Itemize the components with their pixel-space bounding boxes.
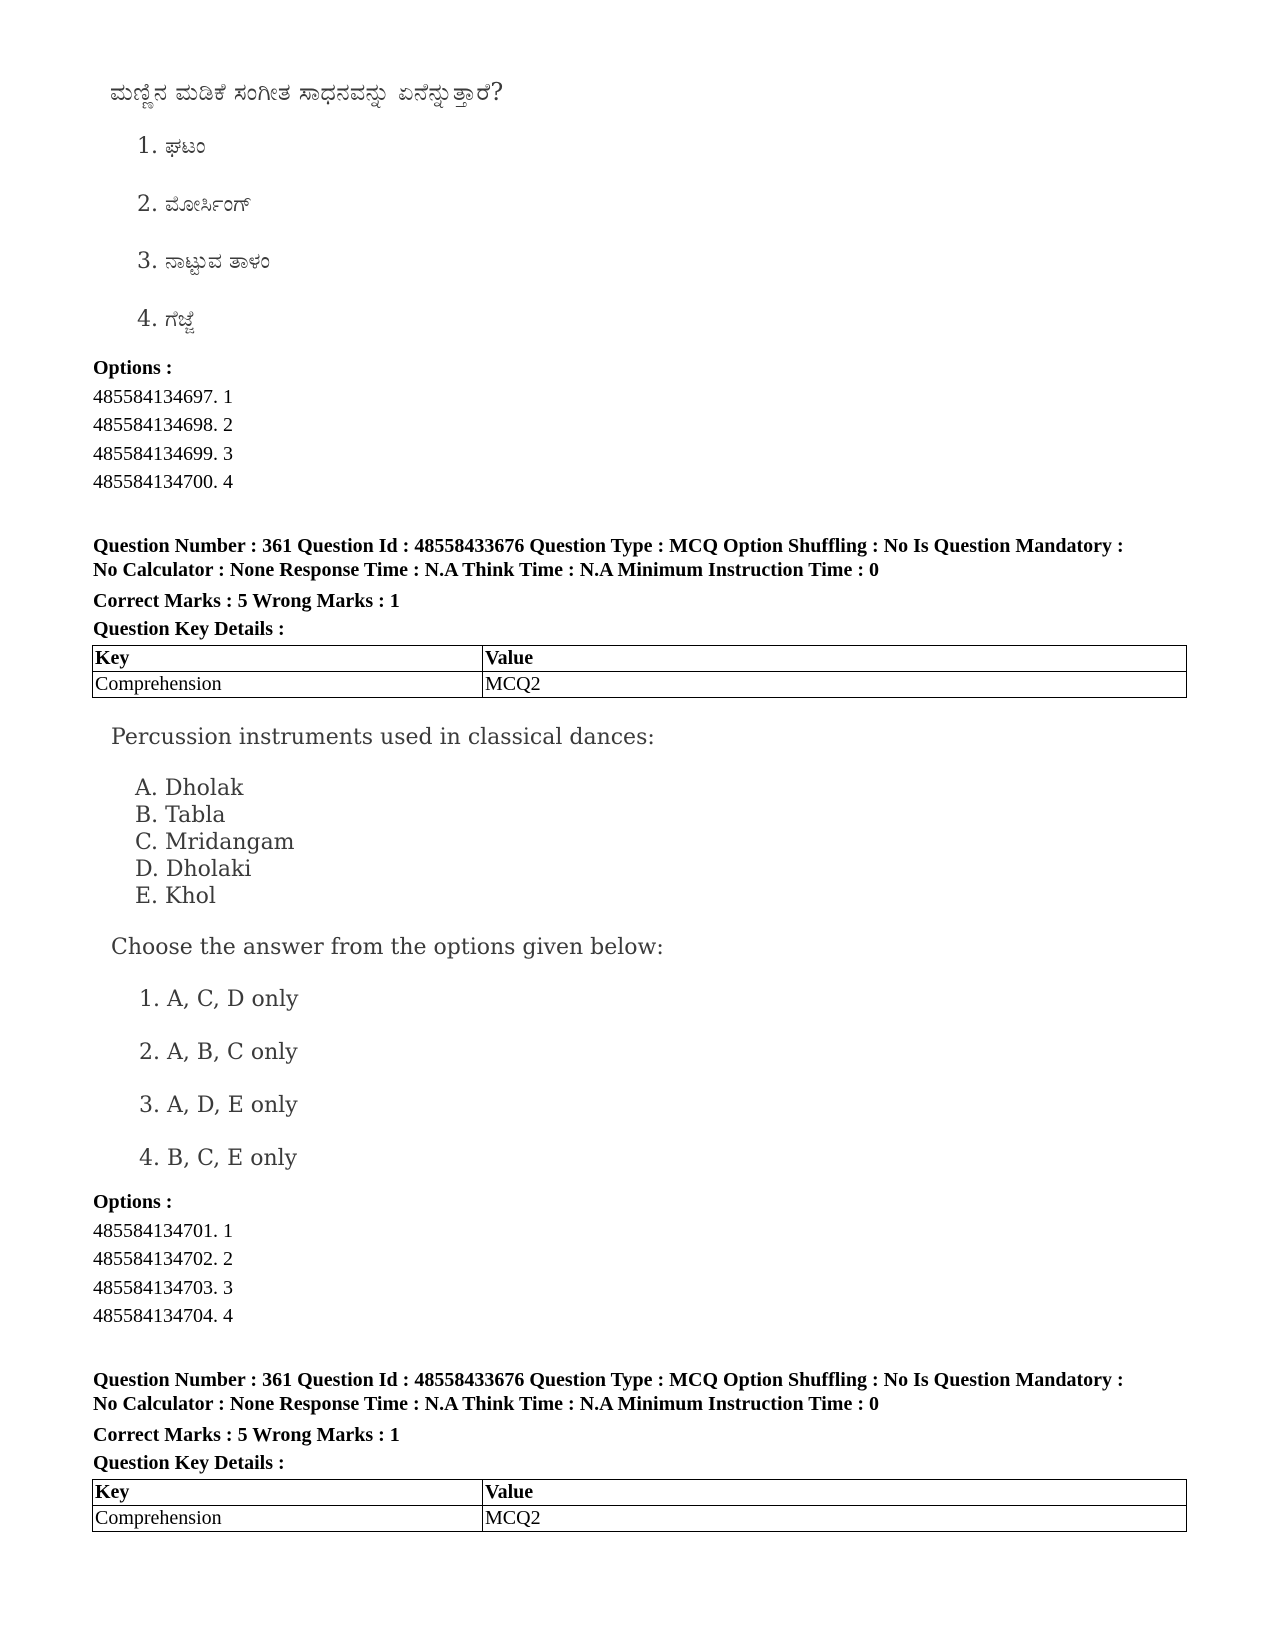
table-row [93,672,1187,698]
meta-line-1: Question Number : 361 Question Id : 48558433676 Question Type : MCQ Option Shuffling : No Is Question Mandatory : [93,1369,1124,1391]
question-1-choice: 2. ಮೋರ್ಸಿಂಗ್ [137,191,253,217]
question-2-item: E. Khol [135,884,216,909]
question-1-choice: 3. ನಾಟ್ಟುವ ತಾಳಂ [137,249,271,274]
cell-value: MCQ2 [483,1506,1187,1532]
question-2-item: B. Tabla [135,803,226,828]
option-item: 485584134697. 1 [93,385,233,408]
question-1-choice: 4. ಗೆಜ್ಜೆ [137,306,195,332]
options-heading: Options : [93,1191,173,1213]
table-header-row [93,1480,1187,1506]
cell-value: MCQ2 [483,672,1187,698]
option-item: 485584134699. 3 [93,442,233,465]
options-block-2 [93,1188,233,1331]
question-2-item: C. Mridangam [135,830,295,855]
question-2-item: A. Dholak [135,776,244,801]
question-2-stem: Percussion instruments used in classical dances: [111,725,655,750]
header-key: Key [93,646,483,672]
question-meta-1 [93,534,1183,643]
question-2-instruction: Choose the answer from the options given below: [111,935,664,960]
header-key: Key [93,1480,483,1506]
option-item: 485584134702. 2 [93,1248,233,1270]
question-2-choice: 4. B, C, E only [139,1146,298,1171]
options-block-1 [93,354,233,497]
header-value: Value [483,1480,1187,1506]
cell-key: Comprehension [93,672,483,698]
question-2-choice: 1. A, C, D only [139,987,299,1012]
key-details-heading: Question Key Details : [93,1452,285,1474]
question-2-choice: 2. A, B, C only [139,1040,298,1065]
option-item: 485584134703. 3 [93,1276,233,1299]
question-2-choices [139,985,298,1197]
options-heading: Options : [93,357,173,379]
meta-line-2: No Calculator : None Response Time : N.A Think Time : N.A Minimum Instruction Time : 0 [93,559,879,581]
marks-line: Correct Marks : 5 Wrong Marks : 1 [93,590,400,612]
question-1-choice: 1. ಘಟಂ [137,134,206,159]
key-details-heading: Question Key Details : [93,618,285,640]
question-2-choice: 3. A, D, E only [139,1093,298,1118]
option-item: 485584134704. 4 [93,1305,233,1327]
option-item: 485584134698. 2 [93,414,233,436]
key-details-table-1 [92,645,1187,698]
header-value: Value [483,646,1187,672]
question-2-item: D. Dholaki [135,857,252,882]
question-2-items [135,775,295,910]
key-details-table-2 [92,1479,1187,1532]
meta-line-2: No Calculator : None Response Time : N.A Think Time : N.A Minimum Instruction Time : 0 [93,1393,879,1415]
question-1-choices [137,132,270,362]
question-1-title: ಮಣ್ಣಿನ ಮಡಿಕೆ ಸಂಗೀತ ಸಾಧನವನ್ನು ಏನೆನ್ನುತ್ತಾರೆ? [110,78,504,106]
table-header-row [93,646,1187,672]
table-row [93,1506,1187,1532]
option-item: 485584134700. 4 [93,471,233,493]
marks-line: Correct Marks : 5 Wrong Marks : 1 [93,1424,400,1446]
option-item: 485584134701. 1 [93,1219,233,1242]
meta-line-1: Question Number : 361 Question Id : 48558433676 Question Type : MCQ Option Shuffling : No Is Question Mandatory : [93,535,1124,557]
cell-key: Comprehension [93,1506,483,1532]
question-meta-2 [93,1368,1183,1477]
